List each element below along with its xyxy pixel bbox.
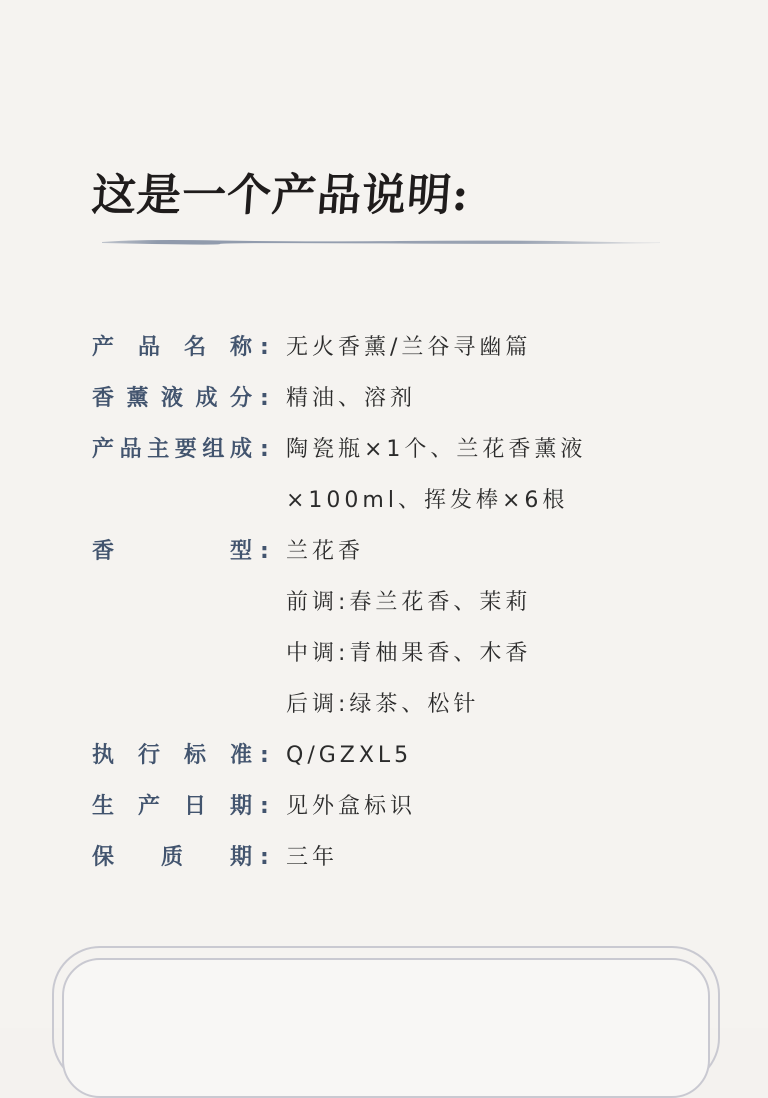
spec-label-char: 期 <box>229 794 252 819</box>
next-card-title-peek <box>90 1020 240 1028</box>
spec-label-char: 日 <box>183 794 206 819</box>
spec-value: 中调:青柚果香、木香 <box>286 641 532 666</box>
spec-colon: : <box>260 335 269 360</box>
spec-label <box>92 832 252 883</box>
spec-row <box>92 577 692 628</box>
spec-row <box>92 679 692 730</box>
spec-colon: : <box>260 743 269 768</box>
spec-label <box>92 526 252 577</box>
spec-row <box>92 730 692 781</box>
spec-label-char: 保 <box>92 845 115 870</box>
spec-label-char: 品 <box>119 437 142 462</box>
spec-label-char: 品 <box>137 335 160 360</box>
spec-label-char: 香 <box>92 539 115 564</box>
spec-label-char: 香 <box>92 386 115 411</box>
spec-label-char: 生 <box>92 794 115 819</box>
spec-label <box>92 730 252 781</box>
spec-row <box>92 526 692 577</box>
spec-row <box>92 373 692 424</box>
spec-label-char: 期 <box>229 845 252 870</box>
spec-row <box>92 832 692 883</box>
spec-value: 无火香薰/兰谷寻幽篇 <box>286 335 532 360</box>
spec-label <box>92 322 252 373</box>
spec-label-char: 型 <box>229 539 252 564</box>
spec-label-char: 主 <box>147 437 170 462</box>
spec-colon: : <box>260 437 269 462</box>
spec-colon: : <box>260 386 269 411</box>
spec-row <box>92 322 692 373</box>
spec-value: Q/GZXL5 <box>286 743 413 768</box>
page-title: 这是一个产品说明: <box>90 170 472 221</box>
spec-label-char: 行 <box>137 743 160 768</box>
spec-label-char: 液 <box>160 386 183 411</box>
spec-label-char: 执 <box>92 743 115 768</box>
spec-label-char: 组 <box>202 437 225 462</box>
spec-colon: : <box>260 539 269 564</box>
spec-row <box>92 628 692 679</box>
spec-row <box>92 424 692 475</box>
spec-row <box>92 475 692 526</box>
brush-stroke-divider <box>100 238 662 246</box>
spec-label-char: 薰 <box>126 386 149 411</box>
spec-label-char: 成 <box>195 386 218 411</box>
spec-label-char: 准 <box>229 743 252 768</box>
spec-label-char: 名 <box>183 335 206 360</box>
spec-label <box>92 424 252 475</box>
spec-value: 精油、溶剂 <box>286 386 417 411</box>
spec-value: 前调:春兰花香、茉莉 <box>286 590 532 615</box>
spec-label <box>92 373 252 424</box>
spec-label-char: 分 <box>229 386 252 411</box>
spec-label-char: 称 <box>229 335 252 360</box>
spec-value: 陶瓷瓶×1个、兰花香薰液 <box>286 437 587 462</box>
spec-label-char: 产 <box>137 794 160 819</box>
spec-value: 兰花香 <box>286 539 365 564</box>
spec-label-char: 质 <box>160 845 183 870</box>
spec-label-char: 标 <box>183 743 206 768</box>
spec-row <box>92 781 692 832</box>
spec-label-char: 要 <box>174 437 197 462</box>
next-card-inner-frame <box>62 958 710 1098</box>
spec-value: 见外盒标识 <box>286 794 417 819</box>
spec-label <box>92 781 252 832</box>
spec-value: 后调:绿茶、松针 <box>286 692 480 717</box>
spec-colon: : <box>260 794 269 819</box>
spec-label-char: 产 <box>92 437 115 462</box>
spec-value: 三年 <box>286 845 339 870</box>
spec-label-char: 产 <box>92 335 115 360</box>
spec-value: ×100ml、挥发棒×6根 <box>286 488 569 513</box>
spec-label-char: 成 <box>229 437 252 462</box>
spec-colon: : <box>260 845 269 870</box>
spec-list <box>92 322 692 883</box>
